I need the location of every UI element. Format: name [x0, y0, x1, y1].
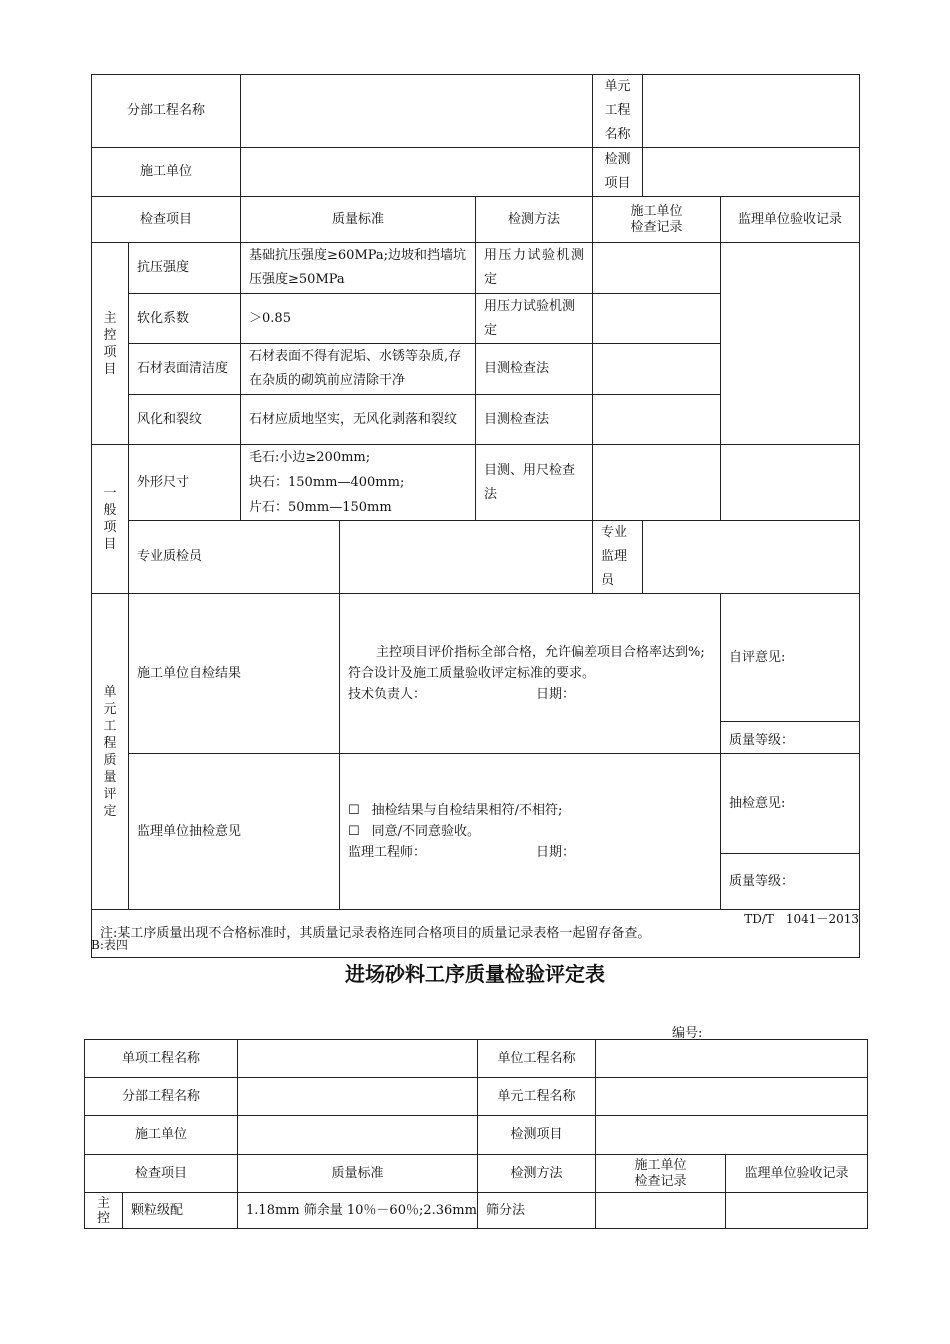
main-row-1-method: 用压力试验机测定 — [476, 243, 593, 294]
main-row-1-record[interactable] — [593, 243, 721, 294]
main-row-2-record[interactable] — [593, 294, 721, 344]
t2-inspection-item-value[interactable] — [596, 1116, 868, 1155]
col-check-item: 检查项目 — [92, 197, 241, 243]
t2-col-supervisor-record: 监理单位验收记录 — [726, 1155, 868, 1193]
general-standard-line2: 块石：150mm—400mm; — [249, 475, 405, 490]
sample-check-content — [340, 754, 721, 910]
general-standard-line3: 片石：50mm—150mm — [249, 500, 392, 515]
general-row-standard — [241, 445, 476, 521]
supervisor-inspector-label: 专业监理员 — [593, 521, 643, 594]
general-row-item: 外形尺寸 — [129, 445, 241, 521]
main-row-4-standard: 石材应质地坚实，无风化剥落和裂纹 — [241, 395, 476, 445]
general-group-label: 一般项目 — [92, 445, 129, 594]
standard-code: TD/T 1041－2013 — [744, 912, 859, 926]
main-row-1-item: 抗压强度 — [129, 243, 241, 294]
t2-row1-item: 颗粒级配 — [123, 1193, 238, 1229]
sub-project-name-label: 分部工程名称 — [92, 75, 241, 148]
self-check-date: 日期： — [536, 687, 576, 702]
construction-unit-value[interactable] — [241, 148, 593, 197]
main-row-2-method: 用压力试验机测定 — [476, 294, 593, 344]
t2-sub-project-label: 分部工程名称 — [85, 1078, 238, 1116]
t2-main-group-label: 主控 — [85, 1193, 123, 1229]
page-title: 进场砂料工序质量检验评定表 — [345, 962, 605, 986]
t2-col-quality-standard: 质量标准 — [238, 1155, 478, 1193]
table1-note: 注:某工序质量出现不合格标准时，其质量记录表格连同合格项目的质量记录表格一起留存备查。 — [92, 910, 860, 958]
main-supervisor-record[interactable] — [721, 243, 860, 445]
t2-sub-project-value[interactable] — [238, 1078, 478, 1116]
inspection-table-upper — [91, 74, 860, 958]
serial-number-label: 编号: — [672, 1026, 703, 1041]
t2-row1-supervisor[interactable] — [726, 1193, 868, 1229]
t2-row1-record[interactable] — [596, 1193, 726, 1229]
self-check-content — [340, 594, 721, 754]
col-supervisor-record: 监理单位验收记录 — [721, 197, 860, 243]
t2-construction-unit-label: 施工单位 — [85, 1116, 238, 1155]
t2-col-check-item: 检查项目 — [85, 1155, 238, 1193]
t2-row1-standard: 1.18mm 筛余量 10％－60％;2.36mm — [238, 1193, 478, 1229]
col-contractor-record-line1: 施工单位 — [630, 203, 683, 219]
t2-unit-name-label: 单位工程名称 — [478, 1040, 596, 1078]
t2-col-contractor-record-line2: 检查记录 — [634, 1173, 687, 1189]
self-check-text: 主控项目评价指标全部合格，允许偏差项目合格率达到%;符合设计及施工质量验收评定标准的要求。 — [348, 645, 705, 681]
general-row-record[interactable] — [593, 445, 721, 521]
self-check-opinion[interactable]: 自评意见: — [721, 594, 860, 722]
unit-project-name-label: 单元工程名称 — [593, 75, 643, 148]
main-row-4-method: 目测检查法 — [476, 395, 593, 445]
sample-date: 日期： — [536, 845, 576, 860]
self-check-grade[interactable]: 质量等级： — [721, 722, 860, 754]
main-row-2-standard: ＞0.85 — [241, 294, 476, 344]
option1-checkbox-icon[interactable]: ☐ — [348, 803, 360, 818]
main-row-3-record[interactable] — [593, 344, 721, 395]
t2-col-test-method: 检测方法 — [478, 1155, 596, 1193]
sub-project-name-value[interactable] — [241, 75, 593, 148]
unit-project-name-value[interactable] — [643, 75, 860, 148]
main-row-3-standard: 石材表面不得有泥垢、水锈等杂质,存在杂质的砌筑前应清除干净 — [241, 344, 476, 395]
table-label: B:表四 — [91, 938, 128, 952]
main-row-2-item: 软化系数 — [129, 294, 241, 344]
supervisor-inspector-value[interactable] — [643, 521, 860, 594]
qc-inspector-label: 专业质检员 — [129, 521, 340, 594]
sample-option2: 同意/不同意验收。 — [371, 824, 481, 839]
main-group-label: 主控项目 — [92, 243, 129, 445]
t2-col-contractor-record-line1: 施工单位 — [634, 1157, 687, 1173]
main-row-4-item: 风化和裂纹 — [129, 395, 241, 445]
main-row-4-record[interactable] — [593, 395, 721, 445]
general-row-method: 目测、用尺检查法 — [476, 445, 593, 521]
t2-row1-method: 筛分法 — [478, 1193, 596, 1229]
sample-engineer: 监理工程师： — [348, 845, 427, 860]
sample-option1: 抽检结果与自检结果相符/不相符; — [371, 803, 563, 818]
general-supervisor-record[interactable] — [721, 445, 860, 521]
self-check-label: 施工单位自检结果 — [129, 594, 340, 754]
t2-inspection-item-label: 检测项目 — [478, 1116, 596, 1155]
general-standard-line1: 毛石:小边≥200mm; — [249, 450, 371, 465]
col-contractor-record-line2: 检查记录 — [630, 219, 683, 235]
col-quality-standard: 质量标准 — [241, 197, 476, 243]
col-test-method: 检测方法 — [476, 197, 593, 243]
self-check-tech-lead: 技术负责人： — [348, 687, 427, 702]
t2-col-contractor-record — [596, 1155, 726, 1193]
t2-unit-project-value[interactable] — [596, 1078, 868, 1116]
inspection-table-lower — [84, 1039, 868, 1229]
construction-unit-label: 施工单位 — [92, 148, 241, 197]
sample-check-grade[interactable]: 质量等级： — [721, 854, 860, 910]
col-contractor-record — [593, 197, 721, 243]
t2-construction-unit-value[interactable] — [238, 1116, 478, 1155]
t2-single-project-value[interactable] — [238, 1040, 478, 1078]
inspection-item-label: 检测项目 — [593, 148, 643, 197]
main-row-1-standard: 基础抗压强度≥60MPa;边坡和挡墙坑压强度≥50MPa — [241, 243, 476, 294]
main-row-3-item: 石材表面清洁度 — [129, 344, 241, 395]
main-row-3-method: 目测检查法 — [476, 344, 593, 395]
t2-unit-project-label: 单元工程名称 — [478, 1078, 596, 1116]
option2-checkbox-icon[interactable]: ☐ — [348, 824, 360, 839]
inspection-item-value[interactable] — [643, 148, 860, 197]
t2-unit-name-value[interactable] — [596, 1040, 868, 1078]
eval-group-label: 单元工程质量评定 — [92, 594, 129, 910]
sample-check-opinion[interactable]: 抽检意见: — [721, 754, 860, 854]
qc-inspector-value[interactable] — [340, 521, 593, 594]
sample-check-label: 监理单位抽检意见 — [129, 754, 340, 910]
t2-single-project-label: 单项工程名称 — [85, 1040, 238, 1078]
